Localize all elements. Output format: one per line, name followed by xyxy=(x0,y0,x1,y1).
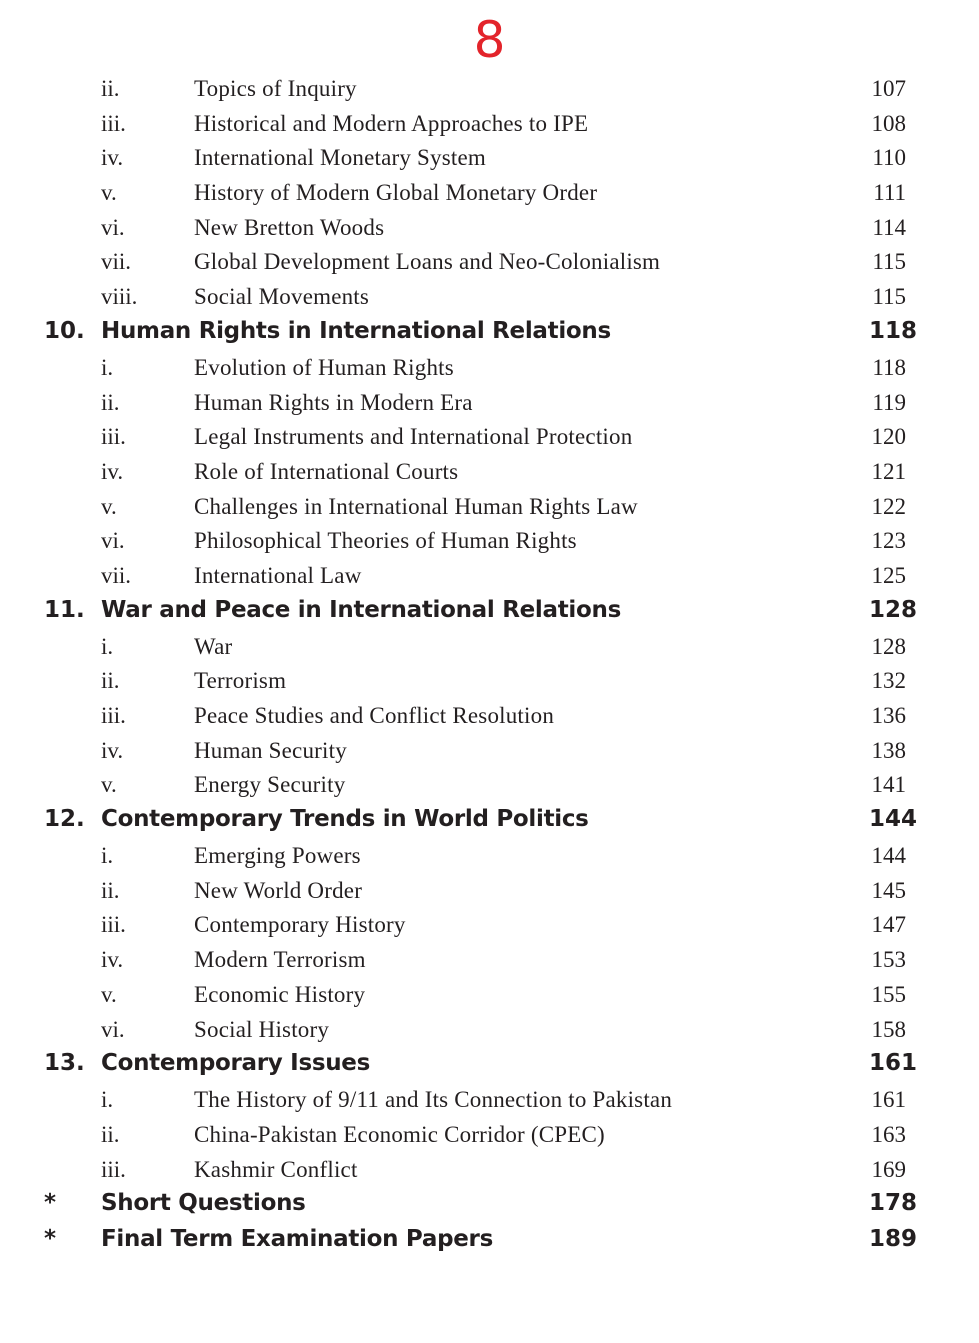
toc-page-number: 169 xyxy=(871,1156,906,1182)
toc-section-row[interactable] xyxy=(0,734,979,769)
toc-page-number: 161 xyxy=(871,1087,906,1113)
toc-number: i. xyxy=(101,633,114,659)
toc-title: Economic History xyxy=(194,981,366,1007)
toc-section-row[interactable] xyxy=(0,386,979,421)
toc-number: vi. xyxy=(101,528,125,554)
toc-section-row[interactable] xyxy=(0,211,979,246)
toc-section-row[interactable] xyxy=(0,490,979,525)
toc-page-number: 147 xyxy=(871,912,906,938)
toc-page-number: 111 xyxy=(873,180,906,206)
toc-page-number: 141 xyxy=(871,772,906,798)
toc-number: 10. xyxy=(44,317,85,344)
toc-title: Human Rights in International Relations xyxy=(101,317,611,344)
toc-page-number: 123 xyxy=(871,528,906,554)
toc-title: Legal Instruments and International Protection xyxy=(194,424,633,450)
toc-title: Contemporary History xyxy=(194,912,406,938)
toc-number: ii. xyxy=(101,877,120,903)
toc-title: Role of International Courts xyxy=(194,458,459,484)
toc-number: vi. xyxy=(101,214,125,240)
toc-title: Philosophical Theories of Human Rights xyxy=(194,528,577,554)
toc-title: Peace Studies and Conflict Resolution xyxy=(194,703,555,728)
toc-page-number: 158 xyxy=(871,1016,906,1042)
toc-number: iii. xyxy=(101,424,126,450)
toc-page-number: 136 xyxy=(871,703,906,728)
toc-title: Contemporary Trends in World Politics xyxy=(101,806,589,833)
table-of-contents xyxy=(0,72,979,1259)
toc-title: The History of 9/11 and Its Connection to Pakistan xyxy=(194,1087,673,1113)
toc-title: Short Questions xyxy=(101,1190,306,1217)
toc-page-number: 120 xyxy=(871,424,906,450)
toc-section-row[interactable] xyxy=(0,559,979,594)
toc-number: v. xyxy=(101,493,117,519)
toc-section-row[interactable] xyxy=(0,839,979,874)
toc-page-number: 108 xyxy=(871,110,906,136)
toc-page-number: 132 xyxy=(871,668,906,694)
toc-section-row[interactable] xyxy=(0,107,979,142)
toc-page-number: 163 xyxy=(871,1121,906,1147)
toc-chapter-row[interactable] xyxy=(0,1187,979,1223)
toc-page-number: 110 xyxy=(872,145,906,171)
toc-page-number: 118 xyxy=(868,317,917,344)
toc-title: International Law xyxy=(194,562,362,588)
toc-section-row[interactable] xyxy=(0,664,979,699)
toc-section-row[interactable] xyxy=(0,768,979,803)
toc-section-row[interactable] xyxy=(0,1118,979,1153)
toc-number: iii. xyxy=(101,1156,126,1182)
toc-number: vii. xyxy=(101,562,132,588)
toc-section-row[interactable] xyxy=(0,351,979,386)
toc-number: iii. xyxy=(101,110,126,136)
toc-section-row[interactable] xyxy=(0,280,979,315)
toc-number: i. xyxy=(101,1087,114,1113)
toc-page-number: 144 xyxy=(871,843,906,869)
toc-title: Emerging Powers xyxy=(194,843,361,869)
toc-section-row[interactable] xyxy=(0,1153,979,1188)
toc-title: Global Development Loans and Neo-Colonialism xyxy=(194,249,661,275)
toc-title: War and Peace in International Relations xyxy=(101,596,621,623)
toc-page-number: 128 xyxy=(871,633,906,659)
toc-number: ii. xyxy=(101,76,120,101)
toc-section-row[interactable] xyxy=(0,908,979,943)
toc-title: Energy Security xyxy=(194,772,346,798)
toc-number: iii. xyxy=(101,912,126,938)
toc-number: v. xyxy=(101,772,117,798)
toc-title: Social History xyxy=(194,1016,330,1042)
toc-number: viii. xyxy=(101,284,138,310)
toc-number: vi. xyxy=(101,1016,125,1042)
toc-page-number: 153 xyxy=(871,947,906,973)
toc-page-number: 145 xyxy=(871,877,906,903)
toc-title: New World Order xyxy=(194,877,363,903)
toc-title: Contemporary Issues xyxy=(101,1050,370,1077)
toc-section-row[interactable] xyxy=(0,176,979,211)
toc-section-row[interactable] xyxy=(0,524,979,559)
toc-page-number: 107 xyxy=(871,76,906,101)
toc-title: Human Security xyxy=(194,737,347,763)
toc-number: iv. xyxy=(101,947,124,973)
toc-title: Final Term Examination Papers xyxy=(101,1226,493,1253)
page-number: 8 xyxy=(473,11,506,69)
toc-page-number: 122 xyxy=(871,493,906,519)
toc-page-number: 128 xyxy=(868,596,917,623)
toc-number: 13. xyxy=(44,1050,85,1077)
toc-number: iii. xyxy=(101,703,126,728)
toc-section-row[interactable] xyxy=(0,141,979,176)
toc-title: Terrorism xyxy=(194,668,287,694)
toc-page-number: 119 xyxy=(872,389,906,415)
toc-page-number: 125 xyxy=(871,562,906,588)
toc-chapter-row[interactable] xyxy=(0,1223,979,1259)
toc-title: Historical and Modern Approaches to IPE xyxy=(194,110,589,136)
toc-section-row[interactable] xyxy=(0,245,979,280)
toc-number: iv. xyxy=(101,458,124,484)
toc-number: ii. xyxy=(101,389,120,415)
toc-title: War xyxy=(194,633,233,659)
toc-number: * xyxy=(44,1226,57,1253)
toc-chapter-row[interactable] xyxy=(0,803,979,839)
toc-page-number: 114 xyxy=(872,214,906,240)
toc-page-number: 115 xyxy=(872,284,906,310)
toc-title: Social Movements xyxy=(194,284,370,310)
toc-title: New Bretton Woods xyxy=(194,214,385,240)
toc-page-number: 115 xyxy=(872,249,906,275)
toc-title: China-Pakistan Economic Corridor (CPEC) xyxy=(194,1121,605,1147)
toc-section-row[interactable] xyxy=(0,699,979,734)
toc-chapter-row[interactable] xyxy=(0,1047,979,1083)
toc-number: 11. xyxy=(44,596,85,623)
toc-title: Human Rights in Modern Era xyxy=(194,389,473,415)
toc-number: i. xyxy=(101,354,114,380)
toc-page-number: 155 xyxy=(871,981,906,1007)
toc-section-row[interactable] xyxy=(0,943,979,978)
toc-page-number: 144 xyxy=(868,806,917,833)
toc-number: iv. xyxy=(101,737,124,763)
toc-page-number: 178 xyxy=(868,1190,917,1217)
toc-title: International Monetary System xyxy=(194,145,486,171)
toc-section-row[interactable] xyxy=(0,630,979,665)
toc-title: Evolution of Human Rights xyxy=(194,354,454,380)
toc-title: Challenges in International Human Rights Law xyxy=(194,493,638,519)
toc-number: 12. xyxy=(44,806,85,833)
toc-title: History of Modern Global Monetary Order xyxy=(194,180,598,206)
toc-title: Modern Terrorism xyxy=(194,947,366,973)
toc-title: Topics of Inquiry xyxy=(194,76,357,101)
toc-section-row[interactable] xyxy=(0,978,979,1013)
toc-page-number: 161 xyxy=(868,1050,917,1077)
toc-chapter-row[interactable] xyxy=(0,594,979,630)
toc-chapter-row[interactable] xyxy=(0,315,979,351)
toc-number: ii. xyxy=(101,668,120,694)
toc-number: v. xyxy=(101,180,117,206)
toc-page-number: 121 xyxy=(871,458,906,484)
toc-section-row[interactable] xyxy=(0,455,979,490)
toc-page-number: 138 xyxy=(871,737,906,763)
toc-title: Kashmir Conflict xyxy=(194,1156,358,1182)
toc-number: v. xyxy=(101,981,117,1007)
toc-number: i. xyxy=(101,843,114,869)
toc-section-row[interactable] xyxy=(0,420,979,455)
toc-number: vii. xyxy=(101,249,132,275)
toc-section-row[interactable] xyxy=(0,1083,979,1118)
toc-section-row[interactable] xyxy=(0,874,979,909)
toc-number: ii. xyxy=(101,1121,120,1147)
toc-section-row[interactable] xyxy=(0,72,979,107)
toc-section-row[interactable] xyxy=(0,1013,979,1048)
toc-number: iv. xyxy=(101,145,124,171)
toc-number: * xyxy=(44,1190,57,1217)
toc-page-number: 118 xyxy=(872,354,906,380)
toc-page-number: 189 xyxy=(868,1226,917,1253)
